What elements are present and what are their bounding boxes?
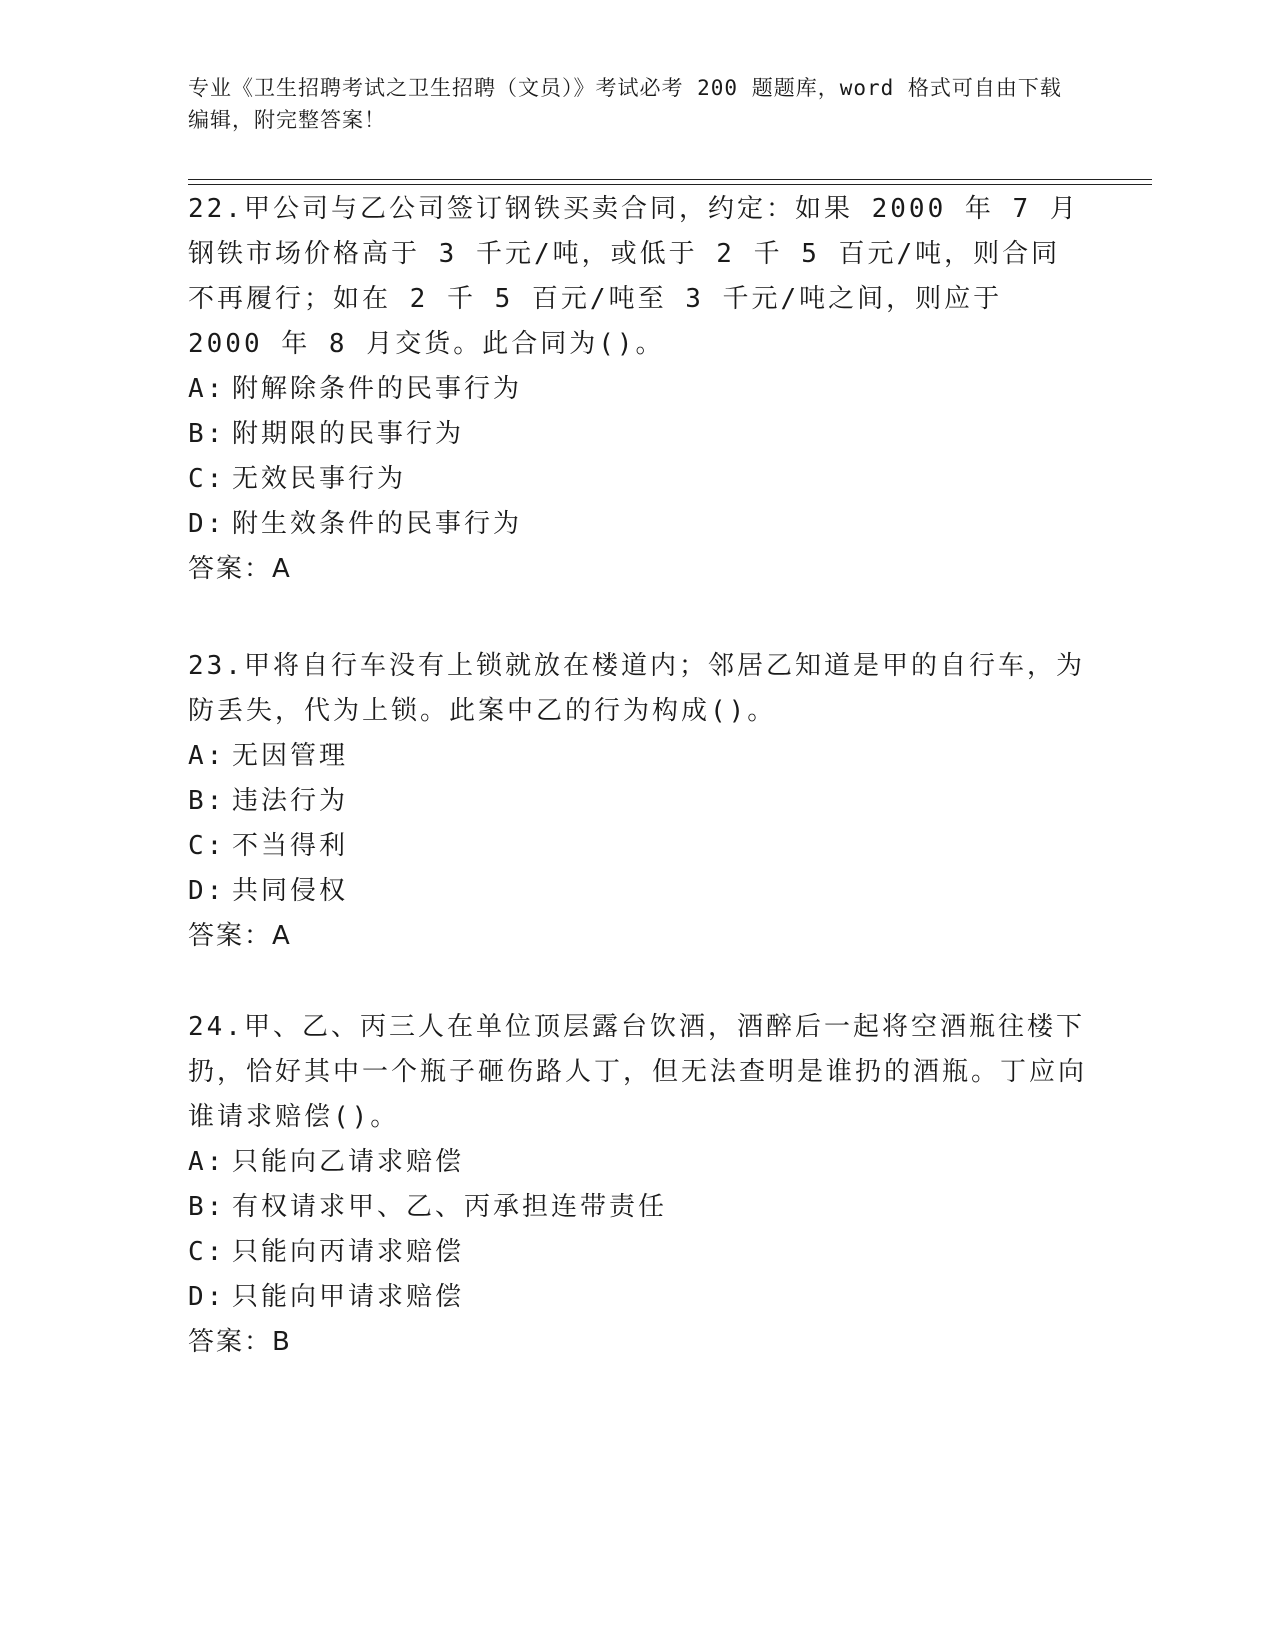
option-a [188,734,1088,779]
option-text: 无因管理 [232,741,349,771]
answer-line: 答案：A [188,921,292,951]
option-key: A: [188,741,226,771]
question-23 [188,644,1088,959]
option-b [188,412,1088,457]
option-key: A: [188,1147,226,1177]
option-text: 共同侵权 [232,876,349,906]
option-text: 有权请求甲、乙、丙承担连带责任 [232,1192,668,1222]
answer-line: 答案：A [188,554,292,584]
question-22 [188,187,1088,592]
question-stem: 24.甲、乙、丙三人在单位顶层露台饮酒，酒醉后一起将空酒瓶往楼下扔，恰好其中一个瓶子砸伤路人丁，但无法查明是谁扔的酒瓶。丁应向谁请求赔偿()。 [188,1012,1088,1132]
option-key: D: [188,1282,226,1312]
option-text: 附生效条件的民事行为 [232,509,523,539]
option-text: 只能向甲请求赔偿 [232,1282,465,1312]
option-key: C: [188,464,226,494]
option-key: B: [188,786,226,816]
option-d [188,869,1088,914]
option-key: A: [188,374,226,404]
option-text: 违法行为 [232,786,349,816]
question-stem: 22.甲公司与乙公司签订钢铁买卖合同，约定：如果 2000 年 7 月钢铁市场价格高于 3 千元/吨，或低于 2 千 5 百元/吨，则合同不再履行；如在 2 千 5 百元/吨至 3 千元/吨之间，则应于 2000 年 8 月交货。此合同为()。 [188,194,1079,359]
option-c [188,1230,1088,1275]
option-text: 附解除条件的民事行为 [232,374,523,404]
question-stem: 23.甲将自行车没有上锁就放在楼道内；邻居乙知道是甲的自行车，为防丢失，代为上锁。此案中乙的行为构成()。 [188,651,1085,726]
option-text: 只能向乙请求赔偿 [232,1147,465,1177]
option-key: D: [188,509,226,539]
option-key: B: [188,419,226,449]
option-key: B: [188,1192,226,1222]
option-key: D: [188,876,226,906]
option-d [188,1275,1088,1320]
header-divider-top [188,179,1152,180]
header-divider-bottom [188,184,1152,185]
option-text: 附期限的民事行为 [232,419,465,449]
option-text: 无效民事行为 [232,464,407,494]
option-key: C: [188,831,226,861]
option-b [188,779,1088,824]
option-a [188,1140,1088,1185]
option-a [188,367,1088,412]
option-b [188,1185,1088,1230]
question-24 [188,1005,1088,1365]
answer-line: 答案：B [188,1327,292,1357]
document-header: 专业《卫生招聘考试之卫生招聘（文员）》考试必考 200 题题库，word 格式可自由下载编辑，附完整答案！ [188,76,1062,132]
option-c [188,824,1088,869]
option-c [188,457,1088,502]
option-text: 只能向丙请求赔偿 [232,1237,465,1267]
option-text: 不当得利 [232,831,349,861]
option-key: C: [188,1237,226,1267]
option-d [188,502,1088,547]
